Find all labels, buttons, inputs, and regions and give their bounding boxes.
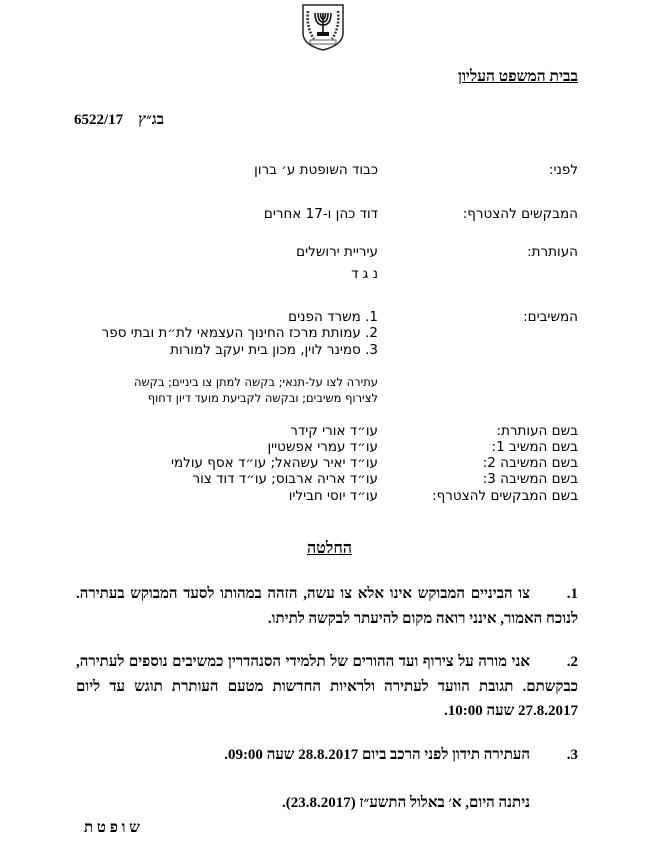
- counsel-value: עו״ד אורי קידר: [290, 423, 378, 439]
- subject-line: עתירה לצו על-תנאי; בקשה למתן צו ביניים; בקשה: [134, 375, 378, 389]
- petitioner-value: עיריית ירושלים: [296, 244, 378, 260]
- respondents-label: המשיבים:: [523, 309, 578, 325]
- petitioner-label: העותרת:: [527, 244, 578, 260]
- paragraph-number: 3.: [566, 747, 578, 763]
- paragraph-text: צו הביניים המבוקש אינו אלא צו עשה, הזהה במהותו לסעד המבוקש בעתירה. לנוכח האמור, אינני רואה מקום להיעתר לבקשה לתיתו.: [76, 586, 578, 627]
- decision-title: החלטה: [306, 540, 352, 557]
- paragraph-number: 2.: [566, 654, 578, 670]
- respondent-item: 2. עמותת מרכז החינוך העצמאי לת״ת ובתי ספר: [101, 325, 378, 341]
- case-number: 6522/17: [74, 112, 124, 128]
- applicants-label: המבקשים להצטרף:: [462, 206, 578, 222]
- state-emblem-logo: [300, 3, 346, 51]
- versus-heading: נ ג ד: [351, 266, 378, 282]
- counsel-value: עו״ד יאיר עשהאל; עו״ד אסף עולמי: [170, 455, 378, 471]
- case-type: בג״ץ: [138, 112, 164, 128]
- counsel-value: עו״ד עמרי אפשטיין: [267, 439, 378, 455]
- decision-paragraph: [76, 743, 578, 768]
- counsel-label: בשם העותרת:: [496, 423, 578, 439]
- decision-paragraph: [76, 650, 578, 724]
- court-name: בבית המשפט העליון: [458, 68, 578, 85]
- subject-line: לצירוף משיבים; ובקשה לקביעת מועד דיון דחוף: [147, 391, 378, 405]
- respondent-item: 3. סמינר לוין, מכון בית יעקב למורות: [170, 342, 378, 358]
- decision-paragraph: [76, 582, 578, 631]
- counsel-label: בשם המשיבה 3:: [482, 471, 578, 487]
- before-label: לפני:: [548, 162, 578, 178]
- applicants-value: דוד כהן ו-17 אחרים: [263, 206, 378, 222]
- paragraph-number: 1.: [566, 586, 578, 602]
- counsel-label: בשם המשיב 1:: [491, 439, 578, 455]
- before-value: כבוד השופטת ע׳ ברון: [254, 162, 378, 178]
- counsel-label: בשם המבקשים להצטרף:: [432, 488, 578, 504]
- counsel-value: עו״ד יוסי חביליו: [288, 488, 378, 504]
- counsel-value: עו״ד אריה ארבוס; עו״ד דוד צור: [192, 471, 378, 487]
- counsel-label: בשם המשיבה 2:: [482, 455, 578, 471]
- paragraph-text: אני מורה על צירוף ועד ההורים של תלמידי הסנהדרין כמשיבים נוספים לעתירה, כבקשתם. תגובת הוועד לעתירה ולראיות החדשות מטעם העותרת תוגש עד ליום 27.8.2017 שעה 10:00.: [76, 654, 578, 719]
- respondent-item: 1. משרד הפנים: [288, 309, 378, 325]
- signature-judge: ש ו פ ט ת: [84, 820, 140, 836]
- paragraph-text: העתירה תידון לפני הרכב ביום 28.8.2017 שעה 09:00.: [224, 747, 530, 763]
- given-date: ניתנה היום, א׳ באלול התשע״ז (23.8.2017).: [281, 795, 530, 811]
